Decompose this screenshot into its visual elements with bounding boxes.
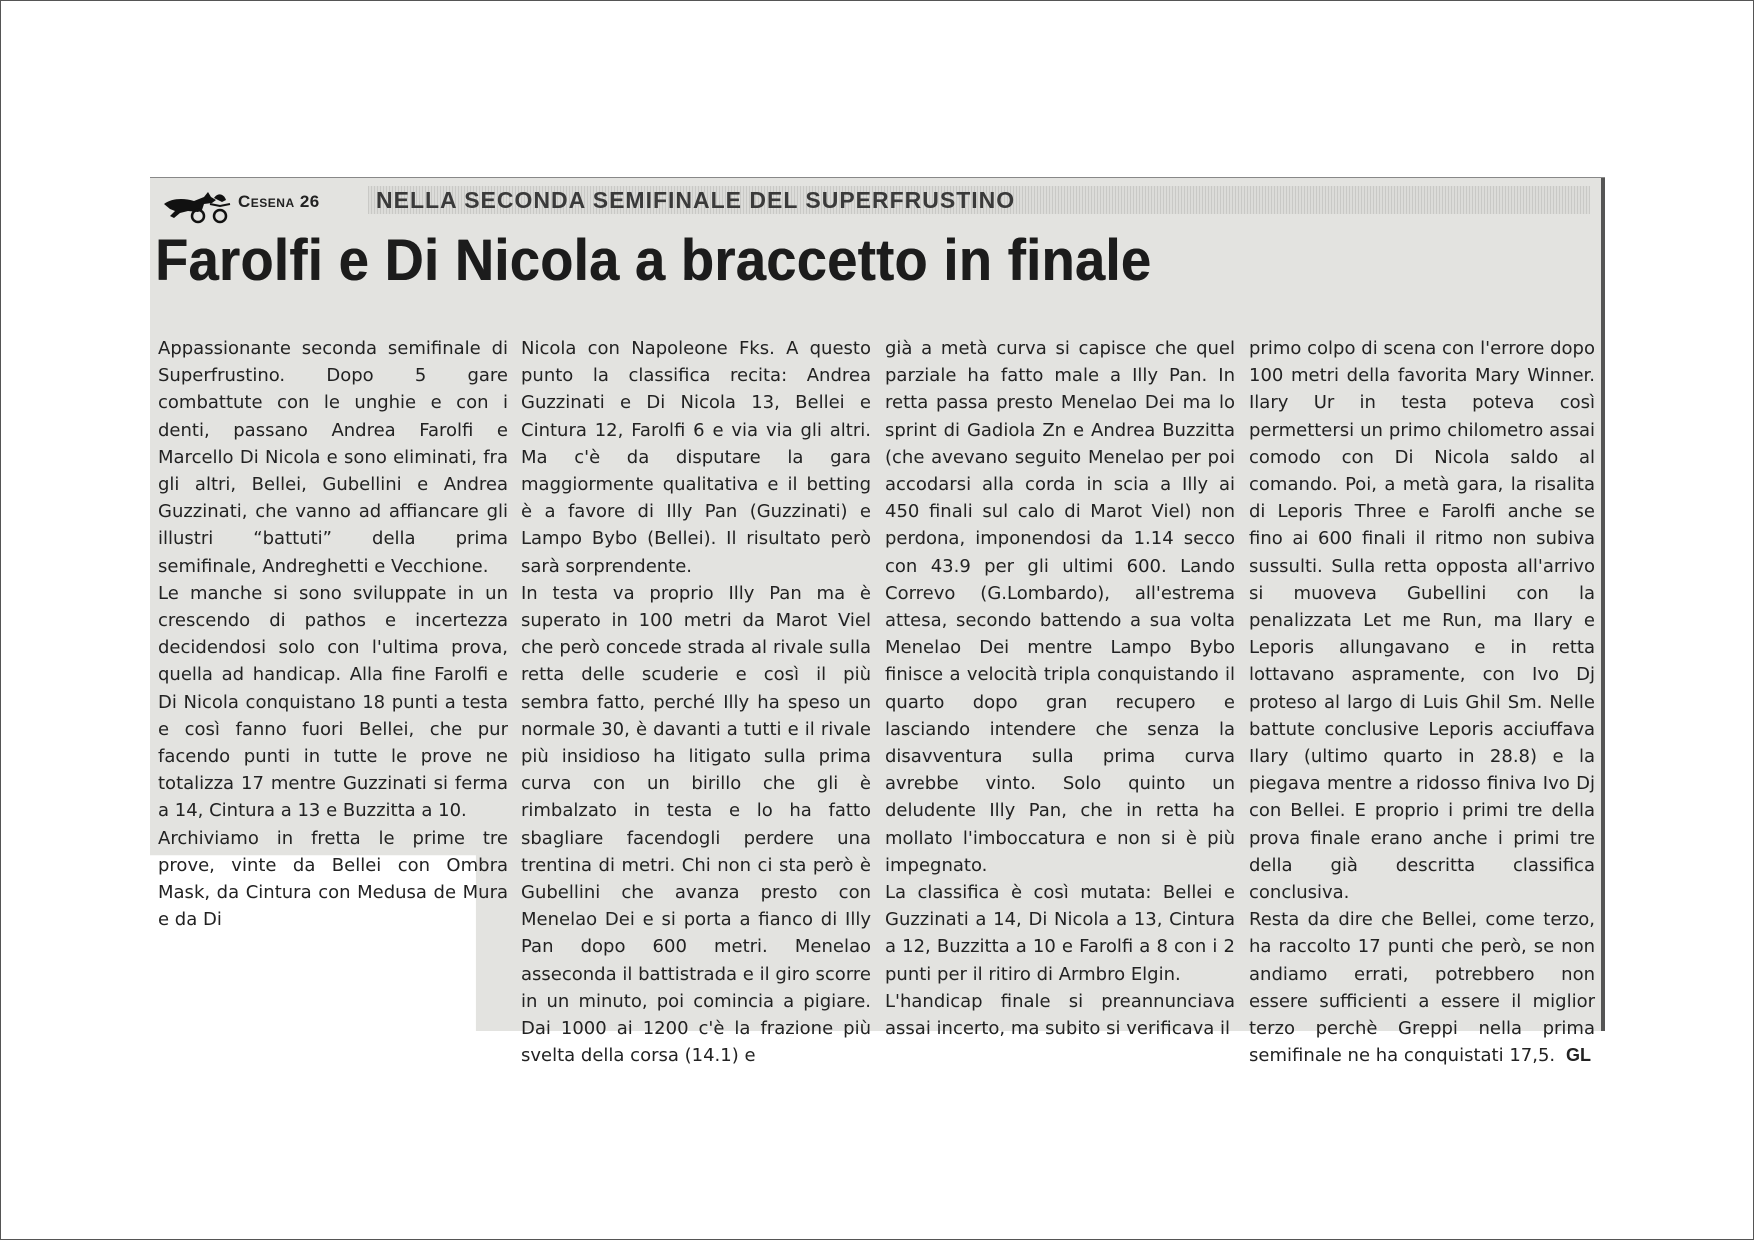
paragraph: Archiviamo in fretta le prime tre prove, vinte da Bellei con Ombra Mask, da Cintura con Medusa de Mura e da Di	[158, 827, 508, 931]
trotting-horse-icon	[158, 188, 234, 224]
author-signature: GL	[1566, 1045, 1591, 1066]
paragraph: Le manche si sono sviluppate in un crescendo di pathos e incertezza decidendosi solo con l'ultima prova, quella ad handicap. Alla fine Farolfi e Di Nicola conquistano 18 punti a testa e così fanno fuori Bellei, che pur facendo punti in tutte le prove ne totalizza 17 mentre Guzzinati si ferma a 14, Cintura a 13 e Buzzitta a 10.	[158, 582, 508, 822]
kicker-row	[158, 186, 1588, 222]
article-column-1	[158, 335, 508, 933]
article-column-3	[885, 335, 1235, 1042]
paragraph	[1249, 906, 1595, 1069]
paragraph: L'handicap finale si preannunciava assai incerto, ma subito si verificava il	[885, 990, 1235, 1040]
article-column-4	[1249, 335, 1595, 1069]
paragraph: già a metà curva si capisce che quel parziale ha fatto male a Illy Pan. In retta passa presto Menelao Dei ma lo sprint di Gadiola Zn e Andrea Buzzitta (che avevano seguito Menelao per poi accodarsi alla corda in scia a Illy ai 450 finali sul calo di Marot Viel) non perdona, imponendosi da 1.14 secco con 43.9 per gli ultimi 600. Lando Correvo (G.Lombardo), all'estrema attesa, secondo battendo a sua volta Menelao Dei mentre Lampo Bybo finisce a velocità tripla conquistando il quarto dopo gran recupero e lasciando intendere che senza la disavventura sulla prima curva avrebbe vinto. Solo quinto un deludente Illy Pan, che in retta ha mollato l'imboccatura e non si è più impegnato.	[885, 338, 1235, 876]
paragraph-text: Resta da dire che Bellei, come terzo, ha raccolto 17 punti che però, se non andiamo errati, potrebbero non essere sufficienti a essere il miglior terzo perchè Greppi nella prima semifinale ne ha conquistati 17,5.	[1249, 909, 1595, 1067]
kicker: NELLA SECONDA SEMIFINALE DEL SUPERFRUSTINO	[376, 187, 1016, 213]
headline: Farolfi e Di Nicola a braccetto in finale	[155, 228, 1152, 293]
paragraph: La classifica è così mutata: Bellei e Guzzinati a 14, Di Nicola a 13, Cintura a 12, Buzzitta a 10 e Farolfi a 8 con i 2 punti per il ritiro di Armbro Elgin.	[885, 882, 1235, 985]
article-column-2	[521, 335, 871, 1069]
paragraph: Appassionante seconda semifinale di Superfrustino. Dopo 5 gare combattute con le unghie e con i denti, passano Andrea Farolfi e Marcello Di Nicola e sono eliminati, fra gli altri, Bellei, Gubellini e Andrea Guzzinati, che vanno ad affiancare gli illustri “battuti” della prima semifinale, Andreghetti e Vecchione.	[158, 338, 508, 577]
section-label: Cesena 26	[238, 192, 320, 211]
paragraph: Nicola con Napoleone Fks. A questo punto la classifica recita: Andrea Guzzinati e Di Nicola 13, Bellei e Cintura 12, Farolfi 6 e via via gli altri. Ma c'è da disputare la gara maggiormente qualitativa e il betting è a favore di Illy Pan (Guzzinati) e Lampo Bybo (Bellei). Il risultato però sarà sorprendente.	[521, 338, 871, 577]
clipping-right-edge	[1601, 178, 1605, 1031]
paragraph: primo colpo di scena con l'errore dopo 100 metri della favorita Mary Winner. Ilary Ur in testa poteva così permettersi un primo chilometro assai comodo con Di Nicola saldo al comando. Poi, a metà gara, la risalita di Leporis Three e Farolfi anche se fino ai 600 finali il ritmo non subiva sussulti. Sulla retta opposta all'arrivo si muoveva Gubellini con la penalizzata Let me Run, ma Ilary e Leporis allungavano e in retta lottavano aspramente, con Ivo Dj proteso al largo di Luis Ghil Sm. Nelle battute conclusive Leporis acciuffava Ilary (ultimo quarto in 28.8) e la piegava mentre a ridosso finiva Ivo Dj con Bellei. E proprio i primi tre della prova finale erano anche i primi tre della già descritta classifica conclusiva.	[1249, 338, 1595, 904]
paragraph: In testa va proprio Illy Pan ma è superato in 100 metri da Marot Viel che però concede strada al rivale sulla retta delle scuderie e così il più sembra fatto, perché Illy ha speso un normale 30, è davanti a tutti e il rivale più insidioso ha litigato sulla prima curva con un birillo che gli è rimbalzato in testa e lo ha fatto sbagliare facendogli perdere una trentina di metri. Chi non ci sta però è Gubellini che avanza presto con Menelao Dei e si porta a fianco di Illy Pan dopo 600 metri. Menelao asseconda il battistrada e il giro scorre in un minuto, poi comincia a pigiare. Dai 1000 ai 1200 c'è la frazione più svelta della corsa (14.1) e	[521, 582, 871, 1067]
